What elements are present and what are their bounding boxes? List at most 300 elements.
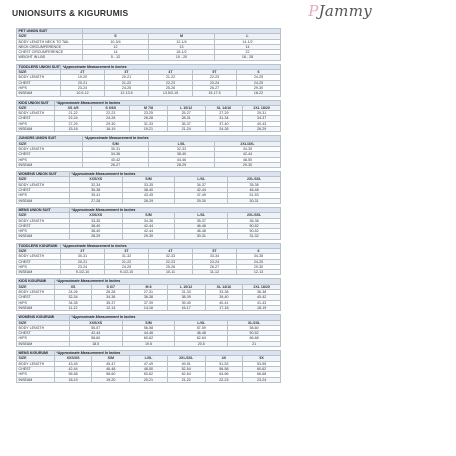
table-cell: 35-37 xyxy=(175,218,228,223)
row-label: INSEAM xyxy=(17,162,83,167)
table-cell: 58-60 xyxy=(92,372,130,377)
table-cell: 24-25 xyxy=(237,75,281,80)
table-cell: 28-29 xyxy=(69,234,122,239)
table-cell: 28-31 xyxy=(167,116,205,121)
table-cell: 5 - 12 xyxy=(83,55,149,60)
table-cell: 64-66 xyxy=(205,372,243,377)
table-cell: 46-48 xyxy=(228,188,281,193)
table-cell: 19-21 xyxy=(130,127,168,132)
table-cell: 37-39 xyxy=(130,300,168,305)
table-cell: 38-40 xyxy=(69,229,122,234)
row-label: BODY LENGTH xyxy=(17,111,55,116)
table-cell: 20.5 xyxy=(175,341,228,346)
table-cell: 26-27 xyxy=(193,85,237,90)
row-label: CHEST CIRCUMFERENCE xyxy=(17,50,83,55)
table-cell: 22-23 xyxy=(193,75,237,80)
table-cell: 9-1/2-10 xyxy=(105,270,149,275)
size-table xyxy=(16,28,281,61)
column-header: XXS/XS xyxy=(69,213,122,218)
table-cell: 42-44 xyxy=(122,229,175,234)
column-header: 3T xyxy=(105,248,149,253)
table-cell: 62-64 xyxy=(167,372,205,377)
column-header: S 6/7 xyxy=(92,284,130,289)
column-header: SIZE xyxy=(17,177,70,182)
column-header: S/M xyxy=(122,320,175,325)
column-header: XL/2XL xyxy=(228,320,281,325)
table-cell: 32-33 xyxy=(149,254,193,259)
table-cell: 49-51 xyxy=(167,361,205,366)
table-cell: 32-34 xyxy=(69,182,122,187)
table-cell: 16-19 xyxy=(92,127,130,132)
table-cell: 56-58 xyxy=(54,372,92,377)
table-cell: 24-26 xyxy=(54,290,92,295)
table-cell: 30-31 xyxy=(61,254,105,259)
column-header: 2T xyxy=(61,248,105,253)
table-note: *Approximate Measurement In Inches xyxy=(69,207,280,212)
table-cell: 20-21 xyxy=(61,259,105,264)
table-row xyxy=(17,234,281,239)
table-title: TODDLERS UNION SUIT xyxy=(18,64,60,69)
row-label: NECK CIRCUMFERENCE xyxy=(17,44,83,49)
table-cell: 33-35 xyxy=(122,182,175,187)
column-header: 4T xyxy=(149,248,193,253)
table-cell: 40-43 xyxy=(243,121,281,126)
table-cell: 26-29 xyxy=(243,127,281,132)
table-row xyxy=(17,91,281,96)
row-label: INSEAM xyxy=(17,91,61,96)
table-cell: 53-55 xyxy=(243,361,281,366)
row-label: INSEAM xyxy=(17,198,70,203)
table-cell: 11-12 xyxy=(54,305,92,310)
table-cell: 30-31 xyxy=(83,146,149,151)
size-table xyxy=(16,171,281,204)
column-header: S xyxy=(83,34,149,39)
table-cell: 40-42 xyxy=(243,295,281,300)
table-cell: 40-42 xyxy=(83,157,149,162)
table-cell: 10 - 20 xyxy=(149,55,215,60)
row-label: HIPS xyxy=(17,193,70,198)
column-header: L 10/12 xyxy=(167,284,205,289)
table-cell: 18.5 xyxy=(69,341,122,346)
table-cell: 42-44 xyxy=(122,223,175,228)
table-title: KIDS UNION SUIT xyxy=(17,100,55,105)
table-title: WOMENS KIGURUMI xyxy=(17,315,70,320)
table-cell: 26-28 xyxy=(92,290,130,295)
column-header: SIZE xyxy=(17,141,83,146)
table-cell: 24-26 xyxy=(205,127,243,132)
table-title: KIDS KIGURUMI xyxy=(17,279,55,284)
column-header: 2XL/3XL xyxy=(228,177,281,182)
table-cell: 21-22 xyxy=(54,111,92,116)
table-cell: 10-3/4 xyxy=(83,39,149,44)
row-label: HIPS xyxy=(17,372,55,377)
column-header: SIZE xyxy=(17,356,55,361)
table-row xyxy=(17,127,281,132)
row-label: HIPS xyxy=(17,300,55,305)
table-note: *Approximate Measurement In Inches xyxy=(54,279,280,284)
row-label: CHEST xyxy=(17,366,55,371)
table-cell: 43-45 xyxy=(54,361,92,366)
table-cell: 24-26 xyxy=(92,116,130,121)
table-cell: 39-41 xyxy=(69,193,122,198)
table-cell: 34-35 xyxy=(215,146,281,151)
table-cell: 34-36 xyxy=(92,295,130,300)
table-cell: 23-24 xyxy=(243,377,281,382)
size-table xyxy=(16,243,281,276)
table-cell: 48-50 xyxy=(130,366,168,371)
column-header: 3T xyxy=(105,70,149,75)
table-cell: 26-28 xyxy=(130,116,168,121)
row-label: HIPS xyxy=(17,336,70,341)
table-cell: 11-12 xyxy=(193,270,237,275)
table-cell: 18 - 28 xyxy=(215,55,281,60)
table-cell: 18-19 xyxy=(243,305,281,310)
table-cell: 21-22 xyxy=(167,377,205,382)
column-header: SIZE xyxy=(17,70,61,75)
table-cell: 46-48 xyxy=(92,366,130,371)
table-cell: 14 xyxy=(83,50,149,55)
size-table xyxy=(16,207,281,240)
table-cell: 17-18 xyxy=(205,305,243,310)
table-cell: 26-27 xyxy=(193,264,237,269)
column-header: L xyxy=(215,34,281,39)
table-cell: 20-21 xyxy=(105,75,149,80)
row-label: INSEAM xyxy=(17,341,70,346)
size-table xyxy=(16,314,281,347)
table-cell: 12 xyxy=(83,44,149,49)
table-row xyxy=(17,198,281,203)
table-cell: 24-25 xyxy=(105,264,149,269)
row-label: BODY LENGTH xyxy=(17,75,61,80)
column-header: 2XL/3XL xyxy=(228,213,281,218)
table-cell: 24-25 xyxy=(237,80,281,85)
table-cell: 29-30 xyxy=(92,121,130,126)
table-cell: 45-47 xyxy=(92,361,130,366)
column-header: S/M xyxy=(122,177,175,182)
table-cell: 35-37 xyxy=(167,121,205,126)
table-cell: 34-36 xyxy=(122,218,175,223)
table-cell: 12-13.5 xyxy=(105,91,149,96)
column-header: M 8 xyxy=(130,284,168,289)
table-cell: 16-17 xyxy=(167,305,205,310)
row-label: HIPS xyxy=(17,121,55,126)
table-cell: 55-57 xyxy=(69,325,122,330)
table-cell: 23-24 xyxy=(193,259,237,264)
row-label: CHEST xyxy=(17,188,70,193)
table-cell: 60-62 xyxy=(130,372,168,377)
table-row xyxy=(17,377,281,382)
table-cell: 30-31 xyxy=(228,198,281,203)
table-cell: 51-53 xyxy=(228,193,281,198)
row-label: CHEST xyxy=(17,152,83,157)
table-cell: 21 xyxy=(228,341,281,346)
table-cell: 42-44 xyxy=(175,188,228,193)
table-cell: 50-52 xyxy=(228,223,281,228)
row-label: HIPS xyxy=(17,85,61,90)
table-cell: 9-1/2-10 xyxy=(61,270,105,275)
table-cell: 14 xyxy=(215,44,281,49)
row-label: CHEST xyxy=(17,116,55,121)
table-cell: 42-44 xyxy=(54,366,92,371)
column-header: 4T xyxy=(149,70,193,75)
table-cell: 29-31 xyxy=(243,111,281,116)
row-label: HIPS xyxy=(17,229,70,234)
table-cell: 46-48 xyxy=(175,229,228,234)
table-row xyxy=(17,305,281,310)
table-cell: 36-38 xyxy=(69,188,122,193)
table-cell: 29-30 xyxy=(215,162,281,167)
table-cell: 27-29 xyxy=(54,121,92,126)
table-cell: 47-49 xyxy=(130,361,168,366)
column-header: M 7/8 xyxy=(130,105,168,110)
table-cell: 30-31 xyxy=(175,234,228,239)
table-cell: 31-34 xyxy=(205,116,243,121)
table-cell: 10-11 xyxy=(149,270,193,275)
table-cell: 22-23 xyxy=(149,259,193,264)
column-header: XXS/XS xyxy=(69,320,122,325)
table-cell: 58-60 xyxy=(228,325,281,330)
row-label: CHEST xyxy=(17,223,70,228)
row-label: INSEAM xyxy=(17,377,55,382)
row-label: INSEAM xyxy=(17,270,61,275)
table-cell: 57-59 xyxy=(175,325,228,330)
table-cell: 22-24 xyxy=(54,116,92,121)
table-cell: 47-49 xyxy=(175,193,228,198)
table-cell: 66-68 xyxy=(228,336,281,341)
table-cell: 21-22 xyxy=(149,75,193,80)
table-cell: 25-26 xyxy=(149,85,193,90)
table-cell: 13 xyxy=(149,44,215,49)
table-cell: 50-52 xyxy=(228,229,281,234)
table-cell: 28-29 xyxy=(149,162,215,167)
column-header: XXS/XS xyxy=(69,177,122,182)
column-header: 5X xyxy=(243,356,281,361)
column-header: 2T xyxy=(61,70,105,75)
table-cell: 19.5 xyxy=(122,341,175,346)
column-header: L/XL xyxy=(130,356,168,361)
table-cell: 12-1/4 xyxy=(149,39,215,44)
table-cell: 56-58 xyxy=(205,366,243,371)
table-note: *Approximate Measurement In Inches xyxy=(69,315,280,320)
column-header: 5T xyxy=(193,70,237,75)
column-header: SIZE xyxy=(17,105,55,110)
table-cell: 19-20 xyxy=(61,75,105,80)
table-cell: 34-36 xyxy=(83,152,149,157)
table-cell: 24-25 xyxy=(237,259,281,264)
table-cell: 22-23 xyxy=(205,377,243,382)
column-header: SIZE xyxy=(17,213,70,218)
table-cell: 38-40 xyxy=(149,152,215,157)
table-cell: 34-35 xyxy=(54,300,92,305)
page-title: UNIONSUITS & KIGURUMIS xyxy=(12,8,129,18)
table-cell: 22 xyxy=(215,50,281,55)
column-header: XL 14/16 xyxy=(205,284,243,289)
column-header: L 10/12 xyxy=(167,105,205,110)
row-label: BODY LENGTH xyxy=(17,182,70,187)
table-cell: 31-33 xyxy=(130,121,168,126)
table-cell: 19-20 xyxy=(92,377,130,382)
table-cell: 28-29 xyxy=(122,198,175,203)
column-header: XL 14/16 xyxy=(205,105,243,110)
row-label: WEIGHT IN LBS xyxy=(17,55,83,60)
column-header: XS xyxy=(54,284,92,289)
table-cell: 18-19 xyxy=(54,377,92,382)
row-label: BODY LENGTH xyxy=(17,325,70,330)
table-cell: 25-26 xyxy=(149,264,193,269)
table-cell: 48-50 xyxy=(215,157,281,162)
table-cell: 39-40 xyxy=(167,300,205,305)
row-label: HIPS xyxy=(17,157,83,162)
table-cell: 13.5/3-15 xyxy=(149,91,193,96)
table-row xyxy=(17,55,281,60)
column-header: SIZE xyxy=(17,320,70,325)
size-table xyxy=(16,64,281,97)
table-cell: 62-64 xyxy=(175,336,228,341)
table-cell: 31-32 xyxy=(105,254,149,259)
table-cell: 33-35 xyxy=(69,218,122,223)
table-cell: 25-27 xyxy=(167,111,205,116)
table-cell: 34-35 xyxy=(237,254,281,259)
column-header: L/XL xyxy=(175,213,228,218)
row-label: BODY LENGTH NECK TO TAIL xyxy=(17,39,83,44)
table-row xyxy=(17,162,281,167)
column-header: M xyxy=(149,34,215,39)
table-cell: 18-22 xyxy=(237,91,281,96)
table-cell: 27-28 xyxy=(69,198,122,203)
size-table xyxy=(16,278,281,311)
table-cell: 52-54 xyxy=(167,366,205,371)
table-cell: 50-52 xyxy=(228,331,281,336)
table-cell: 18-1/2 xyxy=(149,50,215,55)
column-header: 2XL 18/20 xyxy=(243,105,281,110)
table-cell: 29-30 xyxy=(175,198,228,203)
table-cell: 12-14 xyxy=(92,305,130,310)
column-header: S 6/6X xyxy=(92,105,130,110)
table-cell: 43-45 xyxy=(122,193,175,198)
table-cell: 60-62 xyxy=(243,366,281,371)
column-header: XS 4/5 xyxy=(54,105,92,110)
table-cell: 31-33 xyxy=(167,290,205,295)
column-header: S/M xyxy=(122,213,175,218)
table-cell: 40-41 xyxy=(205,300,243,305)
table-cell: 22-23 xyxy=(92,111,130,116)
table-note: *Approximate Measurement In Inches xyxy=(83,136,281,141)
table-cell: 41-43 xyxy=(243,300,281,305)
table-cell: 33-36 xyxy=(205,290,243,295)
row-label: BODY LENGTH xyxy=(17,290,55,295)
table-cell: 46-48 xyxy=(175,331,228,336)
table-cell: 44-46 xyxy=(122,331,175,336)
column-header: S/M xyxy=(92,356,130,361)
table-cell: 38-39 xyxy=(167,295,205,300)
table-cell: 23-24 xyxy=(193,80,237,85)
table-cell: 21-22 xyxy=(105,259,149,264)
table-cell: 15-16 xyxy=(54,127,92,132)
row-label: CHEST xyxy=(17,259,61,264)
table-cell: 32-34 xyxy=(54,295,92,300)
table-cell: 42-44 xyxy=(69,331,122,336)
table-cell: 21-22 xyxy=(105,80,149,85)
column-header: 2XL/3XL xyxy=(215,141,281,146)
table-cell: 23-24 xyxy=(61,264,105,269)
table-cell: 21-24 xyxy=(167,127,205,132)
column-header: SIZE xyxy=(17,34,83,39)
column-header: 6 xyxy=(237,248,281,253)
table-cell: 60-62 xyxy=(122,336,175,341)
column-header: L/XL xyxy=(175,177,228,182)
table-cell: 36-38 xyxy=(243,290,281,295)
table-cell: 23-24 xyxy=(61,85,105,90)
table-cell: 35-38 xyxy=(228,182,281,187)
column-header: L/XL xyxy=(175,320,228,325)
row-label: BODY LENGTH xyxy=(17,361,55,366)
table-cell: 27-29 xyxy=(205,111,243,116)
column-header: 5T xyxy=(193,248,237,253)
table-cell: 38-40 xyxy=(69,223,122,228)
row-label: CHEST xyxy=(17,295,55,300)
table-cell: 33-34 xyxy=(193,254,237,259)
table-cell: 44-46 xyxy=(149,157,215,162)
table-cell: 66-68 xyxy=(243,372,281,377)
table-row xyxy=(17,341,281,346)
table-cell: 20-21 xyxy=(61,80,105,85)
size-table xyxy=(16,135,281,168)
row-label: INSEAM xyxy=(17,305,55,310)
row-label: CHEST xyxy=(17,331,70,336)
column-header: 2XL/3XL xyxy=(167,356,205,361)
table-cell: 29-30 xyxy=(237,85,281,90)
table-cell: 14-16 xyxy=(130,305,168,310)
column-header: L/XL xyxy=(149,141,215,146)
table-cell: 36-38 xyxy=(130,295,168,300)
row-label: BODY LENGTH xyxy=(17,218,70,223)
table-note: *Approximate Measurement In Inches xyxy=(69,172,280,177)
table-cell: 10.5-12 xyxy=(61,91,105,96)
table-note: *Approximate Measurement In Inches xyxy=(61,64,281,69)
table-note: *Approximate Measurement In Inches xyxy=(54,351,280,356)
column-header: 2XL 18/20 xyxy=(243,284,281,289)
table-cell: 46-48 xyxy=(175,223,228,228)
table-title: WOMENS UNION SUIT xyxy=(17,172,70,177)
table-cell: 32-33 xyxy=(149,146,215,151)
table-cell: 29-30 xyxy=(237,264,281,269)
size-table xyxy=(16,100,281,133)
size-table xyxy=(16,350,281,383)
row-label: INSEAM xyxy=(17,234,70,239)
table-cell: 22-23 xyxy=(149,80,193,85)
table-cell: 24-25 xyxy=(105,85,149,90)
table-note: *Approximate Measurement In Inches xyxy=(61,243,281,248)
table-cell: 20-21 xyxy=(130,377,168,382)
table-cell: 27-31 xyxy=(130,290,168,295)
table-cell: 31-32 xyxy=(228,234,281,239)
row-label: CHEST xyxy=(17,80,61,85)
row-label: HIPS xyxy=(17,264,61,269)
table-cell: 26-27 xyxy=(83,162,149,167)
table-cell: 23-25 xyxy=(130,111,168,116)
table-row xyxy=(17,270,281,275)
table-cell: 56-58 xyxy=(122,325,175,330)
table-cell: 58-60 xyxy=(69,336,122,341)
table-cell: 34-37 xyxy=(243,116,281,121)
column-header: 4X xyxy=(205,356,243,361)
column-header: S/M xyxy=(83,141,149,146)
table-cell: 36-38 xyxy=(228,218,281,223)
column-header: SIZE xyxy=(17,284,55,289)
column-header: 6 xyxy=(237,70,281,75)
table-title: PET UNION SUIT xyxy=(17,29,83,34)
column-header: XXS/XS xyxy=(54,356,92,361)
